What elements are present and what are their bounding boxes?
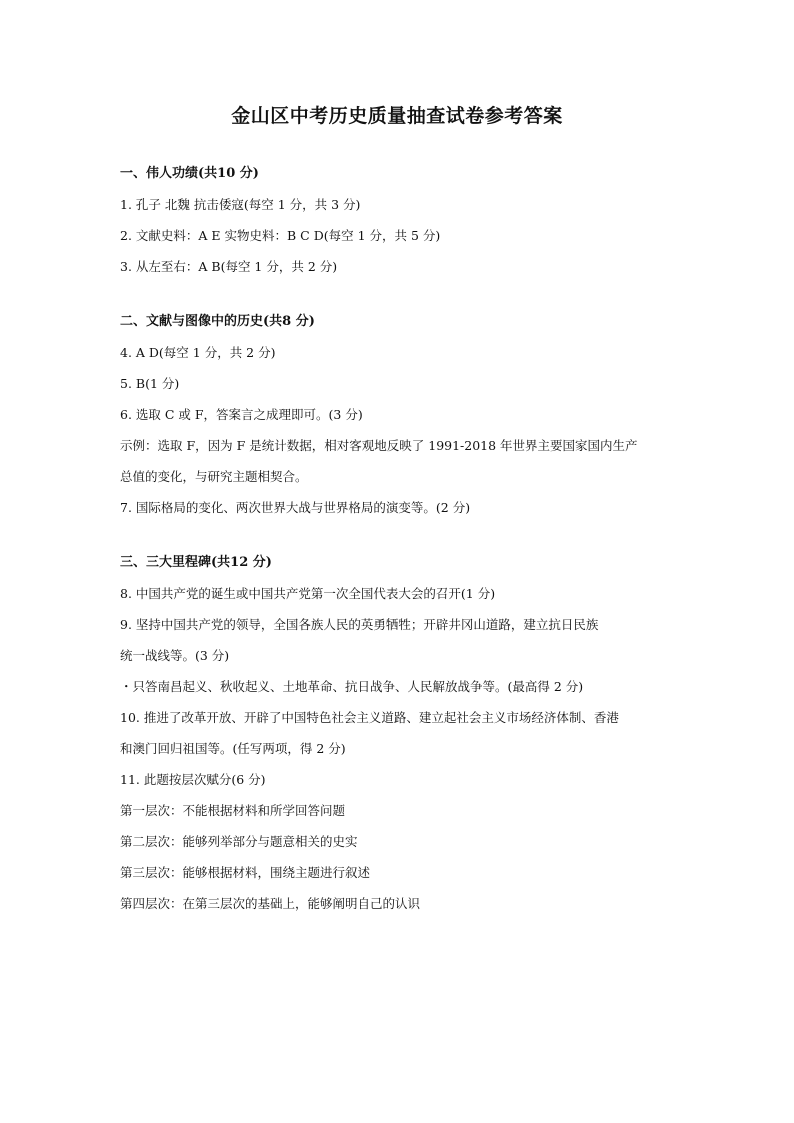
answer-line: 统一战线等。(3 分): [120, 648, 230, 663]
section-heading-1: 一、伟人功绩(共10 分): [120, 166, 259, 181]
answer-line: 4. A D(每空 1 分，共 2 分): [120, 345, 276, 360]
answer-line: 10. 推进了改革开放、开辟了中国特色社会主义道路、建立起社会主义市场经济体制、香港: [120, 710, 619, 725]
answer-line: 3. 从左至右：A B(每空 1 分，共 2 分): [120, 259, 338, 274]
answer-line: 9. 坚持中国共产党的领导，全国各族人民的英勇牺牲；开辟井冈山道路，建立抗日民族: [120, 617, 599, 632]
answer-line: 第一层次：不能根据材料和所学回答问题: [120, 803, 346, 818]
answer-line: 11. 此题按层次赋分(6 分): [120, 772, 266, 787]
answer-line: 第四层次：在第三层次的基础上，能够阐明自己的认识: [120, 896, 421, 911]
answer-line: 第三层次：能够根据材料，围绕主题进行叙述: [120, 865, 371, 880]
page-title: 金山区中考历史质量抽查试卷参考答案: [231, 105, 563, 127]
section-heading-2: 二、文献与图像中的历史(共8 分): [120, 314, 315, 329]
section-heading-3: 三、三大里程碑(共12 分): [120, 555, 272, 570]
answer-line: ・只答南昌起义、秋收起义、土地革命、抗日战争、人民解放战争等。(最高得 2 分): [120, 679, 584, 694]
answer-line: 6. 选取 C 或 F，答案言之成理即可。(3 分): [120, 407, 363, 422]
answer-line: 8. 中国共产党的诞生或中国共产党第一次全国代表大会的召开(1 分): [120, 586, 496, 601]
answer-line: 2. 文献史料：A E 实物史料：B C D(每空 1 分，共 5 分): [120, 228, 441, 243]
answer-line: 7. 国际格局的变化、两次世界大战与世界格局的演变等。(2 分): [120, 500, 471, 515]
answer-line: 示例：选取 F，因为 F 是统计数据，相对客观地反映了 1991-2018 年世界主要国家国内生产: [120, 438, 638, 453]
answer-line: 总值的变化，与研究主题相契合。: [120, 469, 308, 484]
answer-line: 1. 孔子 北魏 抗击倭寇(每空 1 分，共 3 分): [120, 197, 361, 212]
answer-line: 和澳门回归祖国等。(任写两项，得 2 分): [120, 741, 346, 756]
answer-line: 第二层次：能够列举部分与题意相关的史实: [120, 834, 358, 849]
answer-line: 5. B(1 分): [120, 376, 180, 391]
